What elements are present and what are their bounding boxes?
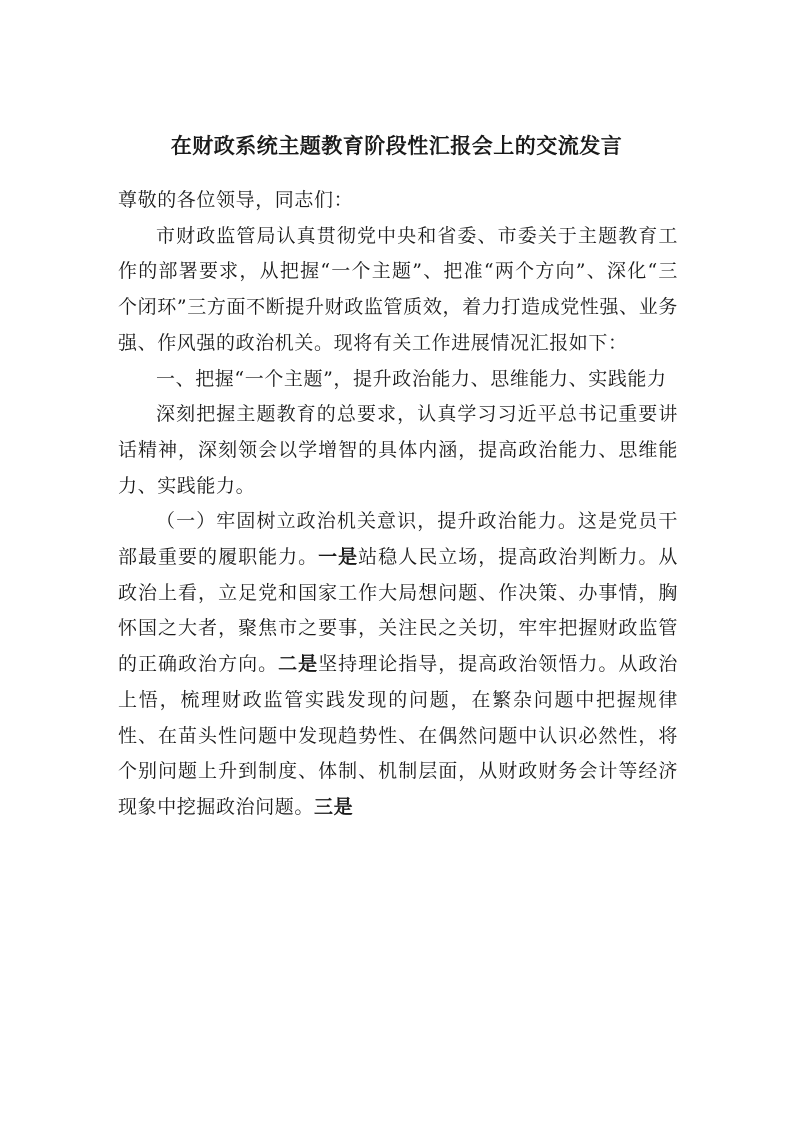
keyword-first: 一是 <box>318 546 359 569</box>
keyword-second: 二是 <box>278 653 319 676</box>
subsection-1-paragraph <box>118 504 678 825</box>
keyword-third: 三是 <box>314 795 354 818</box>
section-heading-1: 一、把握“一个主题”，提升政治能力、思维能力、实践能力 <box>156 367 667 390</box>
subsection-1-lead: （一）牢固树立政治机关意识，提升政治能力。这是党员干部最重要的履职能力。 <box>118 510 678 569</box>
section-1-paragraph: 深刻把握主题教育的总要求，认真学习习近平总书记重要讲话精神，深刻领会以学增智的具体内涵，提高政治能力、思维能力、实践能力。 <box>118 403 678 497</box>
point-first-text: 站稳人民立场，提高政治判断力。从政治上看，立足党和国家工作大局想问题、作决策、办事情，胸怀国之大者，聚焦市之要事，关注民之关切，牢牢把握财政监管的正确政治方向。 <box>118 546 678 676</box>
point-second-text: 坚持理论指导，提高政治领悟力。从政治上悟，梳理财政监管实践发现的问题，在繁杂问题中把握规律性、在苗头性问题中发现趋势性、在偶然问题中认识必然性，将个别问题上升到制度、体制、机制层面，从财政财务会计等经济现象中挖掘政治问题。 <box>118 653 678 818</box>
document-title: 在财政系统主题教育阶段性汇报会上的交流发言 <box>170 133 623 158</box>
salutation: 尊敬的各位领导，同志们： <box>118 189 354 211</box>
document-body <box>118 183 678 826</box>
intro-paragraph: 市财政监管局认真贯彻党中央和省委、市委关于主题教育工作的部署要求，从把握“一个主题”、把准“两个方向”、深化“三个闭环”三方面不断提升财政监管质效，着力打造成党性强、业务强、作风强的政治机关。现将有关工作进展情况汇报如下： <box>118 224 678 354</box>
